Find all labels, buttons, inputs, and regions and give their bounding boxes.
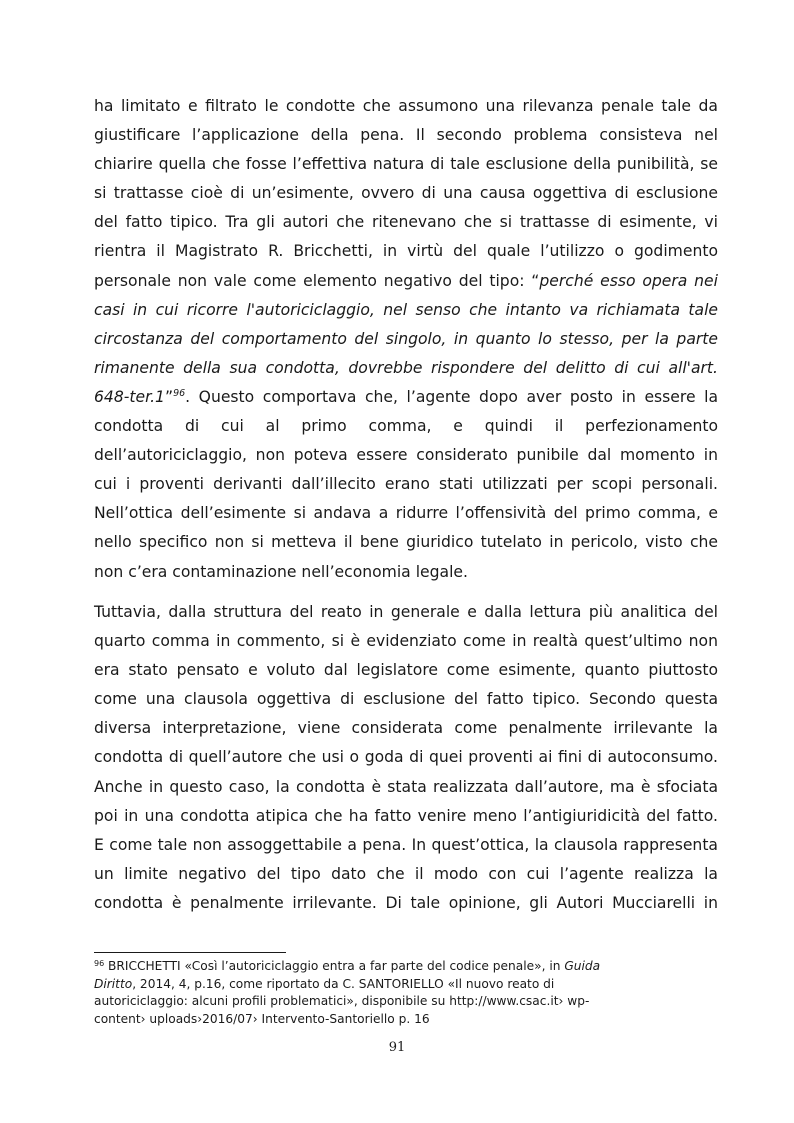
text-line: poi in una condotta atipica che ha fatto venire meno l’antigiuridicità del fatto. (94, 806, 718, 825)
text-line: non c’era contaminazione nell’economia legale. (94, 562, 468, 581)
footnote-line: $^{96}$ BRICCHETTI «Così l’autoriciclaggio entra a far parte del codice penale», in Guida (94, 959, 601, 973)
text-line: nello specifico non si metteva il bene giuridico tutelato in pericolo, visto che (94, 533, 718, 552)
text-line: cui i proventi derivanti dall’illecito erano stati utilizzati per scopi personali. (94, 475, 718, 494)
footnote-number: 96 (94, 959, 105, 968)
footnote-line: content› uploads›2016/07› Intervento-Santoriello p. 16 (94, 1012, 430, 1027)
text-line: ha limitato e filtrato le condotte che assumono una rilevanza penale tale da (94, 97, 718, 115)
footnote (94, 958, 718, 1029)
quote-text: perché esso opera nei (539, 271, 718, 290)
paragraph-2 (94, 598, 718, 918)
text-line: condotta di cui al primo comma, e quindi il perfezionamento (94, 417, 718, 436)
text-line: del fatto tipico. Tra gli autori che ritenevano che si trattasse di esimente, vi (94, 213, 718, 232)
text-line: condotta di quell’autore che usi o goda di quei proventi ai fini di autoconsumo. (94, 748, 718, 767)
text-line: diversa interpretazione, viene considerata come penalmente irrilevante la (94, 719, 718, 738)
text-line: casi in cui ricorre l'autoriciclaggio, nel senso che intanto va richiamata tale (94, 300, 718, 319)
text-line: era stato pensato e voluto dal legislatore come esimente, quanto piuttosto (94, 661, 718, 680)
text-line: rientra il Magistrato R. Bricchetti, in virtù del quale l’utilizzo o godimento (94, 242, 718, 261)
footnote-separator (94, 952, 286, 953)
text-line: Nell’ottica dell’esimente si andava a ridurre l’offensività del primo comma, e (94, 504, 718, 523)
page-number: 91 (388, 1040, 406, 1055)
text-line: rimanente della sua condotta, dovrebbe rispondere del delitto di cui all'art. (94, 358, 718, 377)
footnote-line: autoriciclaggio: alcuni profili problematici», disponibile su http://www.csac.it› wp- (94, 994, 590, 1009)
text-line: un limite negativo del tipo dato che il modo con cui l’agente realizza la (94, 864, 718, 883)
paragraph-1 (94, 92, 718, 587)
text-line: personale non vale come elemento negativo del tipo: “perché esso opera nei (94, 271, 718, 290)
footnote-reference: 96 (173, 387, 186, 399)
text-line: quarto comma in commento, si è evidenziato come in realtà quest’ultimo non (94, 632, 718, 651)
footnote-line: Diritto, 2014, 4, p.16, come riportato da C. SANTORIELLO «Il nuovo reato di (94, 976, 555, 991)
text-line: circostanza del comportamento del singolo, in quanto lo stesso, per la parte (94, 329, 718, 348)
text-line: Tuttavia, dalla struttura del reato in generale e dalla lettura più analitica del (94, 603, 718, 621)
text-line: condotta è penalmente irrilevante. Di tale opinione, gli Autori Mucciarelli in (94, 893, 718, 912)
text-line: Anche in questo caso, la condotta è stata realizzata dall’autore, ma è sfociata (94, 777, 718, 796)
text-line: dell’autoriciclaggio, non poteva essere considerato punibile dal momento in (94, 446, 718, 465)
text-line: E come tale non assoggettabile a pena. In quest’ottica, la clausola rappresenta (94, 835, 718, 854)
text-line: si trattasse cioè di un’esimente, ovvero di una causa oggettiva di esclusione (94, 184, 718, 203)
text-line: 648-ter.1”$^{96}$. Questo comportava che, l’agente dopo aver posto in essere la (94, 387, 718, 406)
text-line: come una clausola oggettiva di esclusione del fatto tipico. Secondo questa (94, 690, 718, 709)
text-line: chiarire quella che fosse l’effettiva natura di tale esclusione della punibilità, se (94, 155, 718, 174)
text-line: giustificare l’applicazione della pena. Il secondo problema consisteva nel (94, 126, 718, 145)
